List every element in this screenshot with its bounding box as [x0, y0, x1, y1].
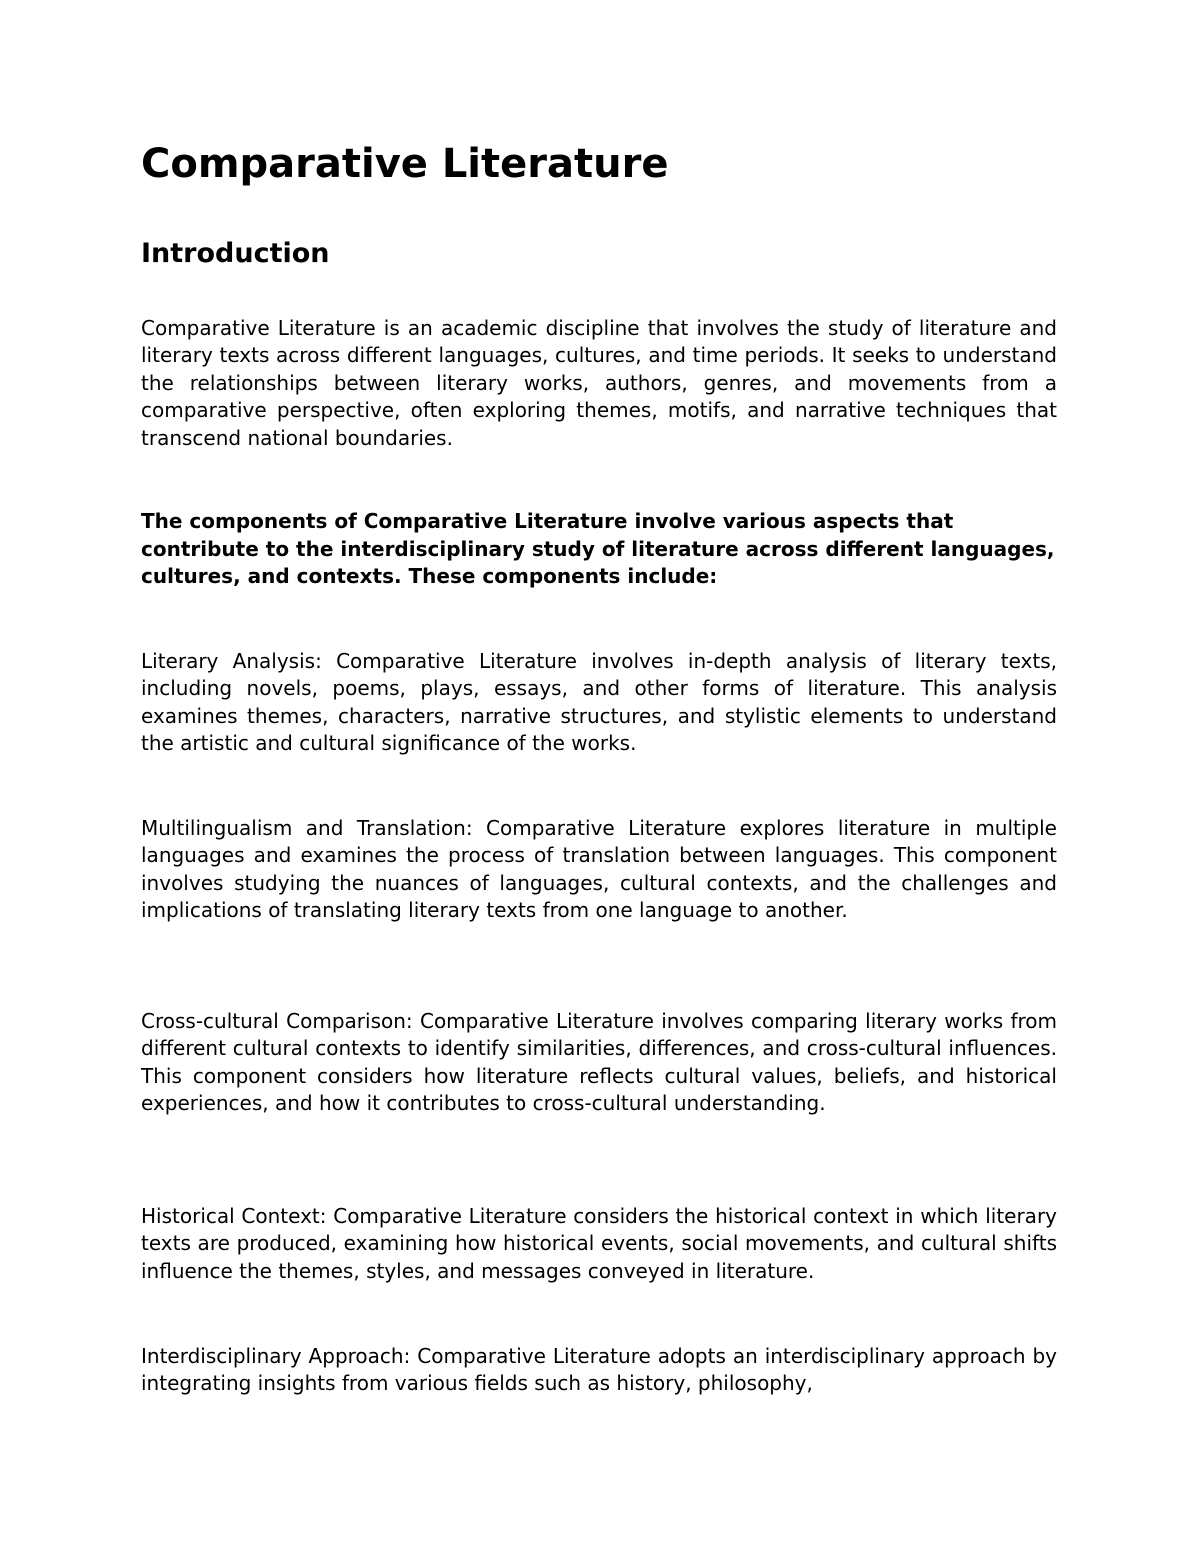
section-heading-introduction: Introduction	[141, 238, 330, 269]
component-interdisciplinary-approach: Interdisciplinary Approach: Comparative Literature adopts an interdisciplinary approach by integrating insights from various fields such as history, philosophy,	[141, 1344, 1057, 1396]
component-multilingualism-translation: Multilingualism and Translation: Comparative Literature explores literature in multiple languages and examines the process of translation between languages. This component involves studying the nuances of languages, cultural contexts, and the challenges and implications of translating literary texts from one language to another.	[141, 816, 1057, 923]
component-cross-cultural-comparison: Cross-cultural Comparison: Comparative Literature involves comparing literary works from different cultural contexts to identify similarities, differences, and cross-cultural influences. This component considers how literature reflects cultural values, beliefs, and historical experiences, and how it contributes to cross-cultural understanding.	[141, 1009, 1057, 1116]
components-lead-paragraph: The components of Comparative Literature involve various aspects that contribute to the interdisciplinary study of literature across different languages, cultures, and contexts. These components include:	[141, 509, 1055, 589]
intro-paragraph: Comparative Literature is an academic discipline that involves the study of literature and literary texts across different languages, cultures, and time periods. It seeks to understand the relationships between literary works, authors, genres, and movements from a comparative perspective, often exploring themes, motifs, and narrative techniques that transcend national boundaries.	[141, 316, 1057, 450]
component-literary-analysis: Literary Analysis: Comparative Literature involves in-depth analysis of literary texts, including novels, poems, plays, essays, and other forms of literature. This analysis examines themes, characters, narrative structures, and stylistic elements to understand the artistic and cultural significance of the works.	[141, 649, 1057, 756]
document-page	[141, 0, 1057, 1553]
document-title: Comparative Literature	[141, 141, 669, 187]
component-historical-context: Historical Context: Comparative Literature considers the historical context in which literary texts are produced, examining how historical events, social movements, and cultural shifts influence the themes, styles, and messages conveyed in literature.	[141, 1204, 1057, 1283]
